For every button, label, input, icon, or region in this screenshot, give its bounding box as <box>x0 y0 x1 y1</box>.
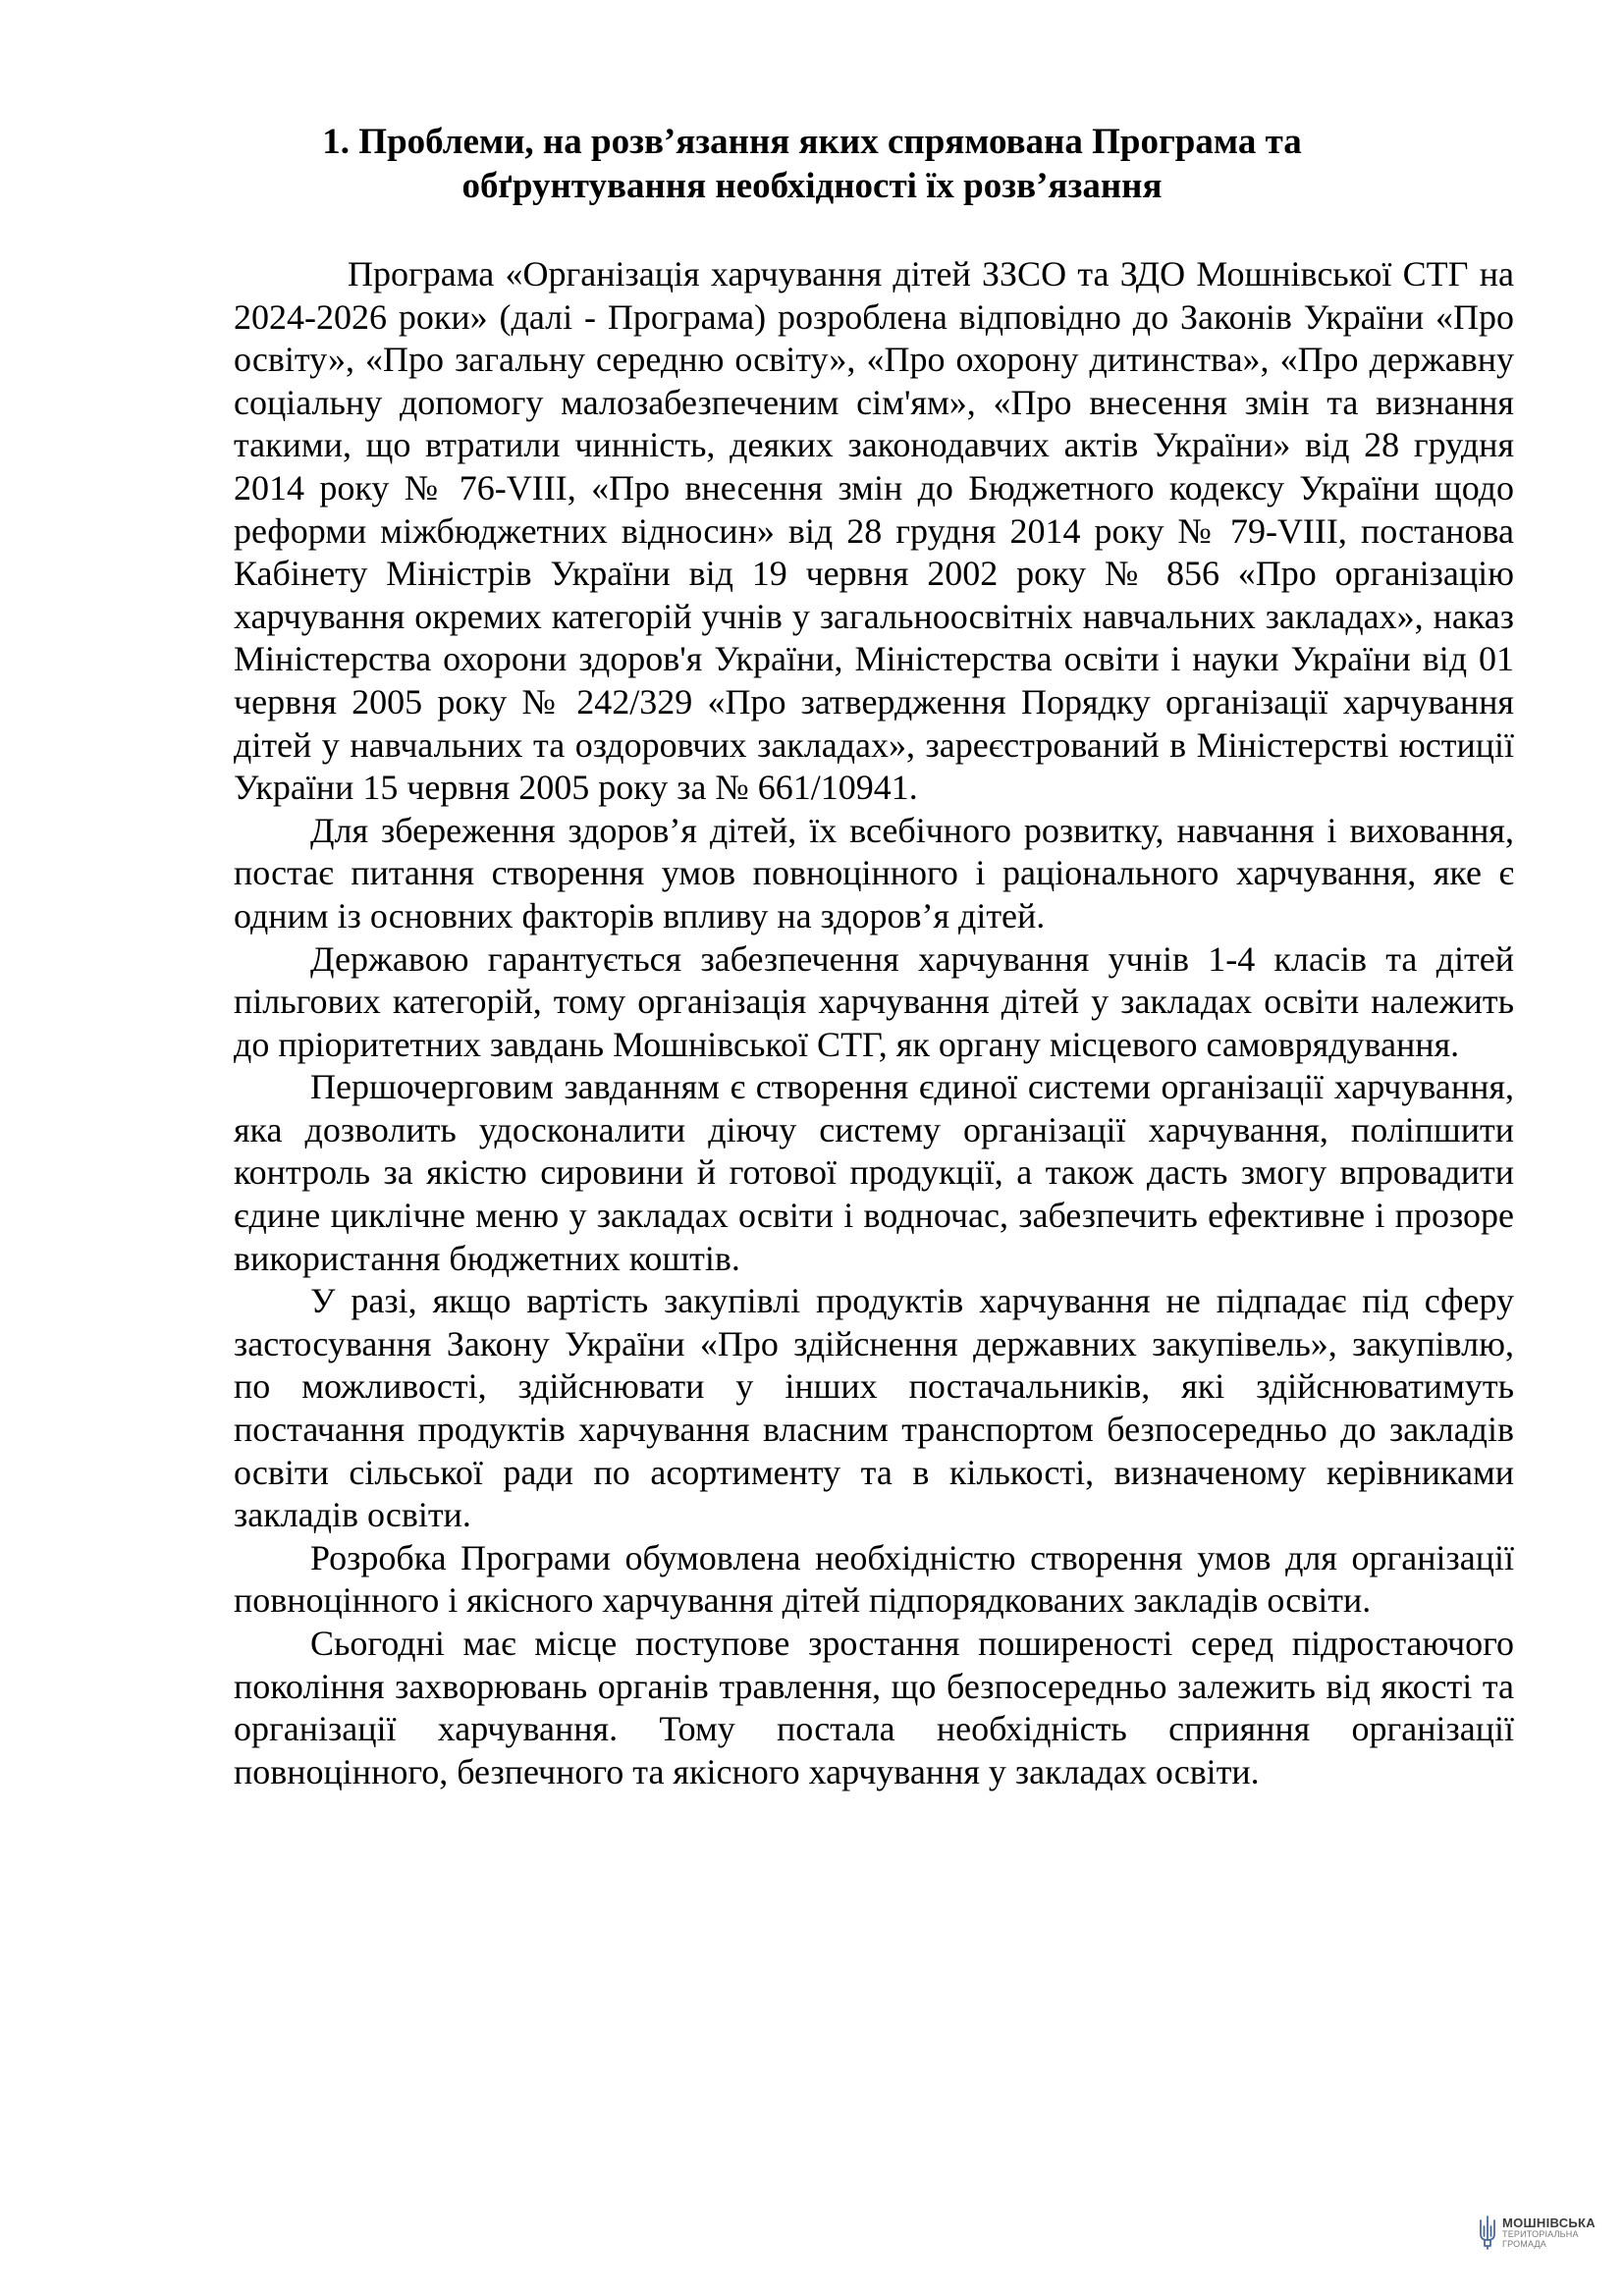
paragraph: Розробка Програми обумовлена необхідністю створення умов для організації повноцінного і якісного харчування дітей підпорядкованих закладів освіти. <box>234 1537 1514 1621</box>
logo-subtitle-2: ГРОМАДА <box>1502 2238 1546 2249</box>
heading-line-2: обґрунтування необхідності їх розв’язання <box>461 166 1163 206</box>
community-logo <box>1477 2215 1596 2250</box>
paragraph: Для збереження здоров’я дітей, їх всебічного розвитку, навчання і виховання, постає питання створення умов повноцінного і раціонального харчування, яке є одним із основних факторів впливу на здоров’я дітей. <box>234 810 1514 935</box>
document-body <box>234 253 1514 1793</box>
paragraph: Першочерговим завданням є створення єдиної системи організації харчування, яка дозволить удосконалити діючу систему організації харчування, поліпшити контроль за якістю сировини й готової продукції, а також дасть змогу впровадити єдине циклічне меню у закладах освіти і водночас, забезпечить ефективне і прозоре використання бюджетних коштів. <box>234 1067 1514 1278</box>
paragraph: Державою гарантується забезпечення харчування учнів 1-4 класів та дітей пільгових категорій, тому організація харчування дітей у закладах освіти належить до пріоритетних завдань Мошнівської СТГ, як органу місцевого самоврядування. <box>234 938 1514 1064</box>
logo-title: МОШНІВСЬКА <box>1502 2215 1596 2230</box>
logo-subtitle-1: ТЕРИТОРІАЛЬНА <box>1502 2228 1579 2239</box>
paragraph: Сьогодні має місце поступове зростання поширеності серед підростаючого покоління захворювань органів травлення, що безпосередньо залежить від якості та організації харчування. Тому постала необхідність сприяння організації повноцінного, безпечного та якісного харчування у закладах освіти. <box>234 1624 1514 1791</box>
trident-icon <box>1477 2215 1498 2250</box>
heading-line-1: 1. Проблеми, на розв’язання яких спрямована Програма та <box>322 122 1302 162</box>
paragraph-legal-basis: Програма «Організація харчування дітей ЗЗСО та ЗДО Мошнівської СТГ на 2024-2026 роки» (далі - Програма) розроблена відповідно до Законів України «Про освіту», «Про загальну середню освіту», «Про охорону дитинства», «Про державну соціальну допомогу малозабезпеченим сім'ям», «Про внесення змін та визнання такими, що втратили чинність, деяких законодавчих актів України» від 28 грудня 2014 року № 76-VIII, «Про внесення змін до Бюджетного кодексу України щодо реформи міжбюджетних відносин» від 28 грудня 2014 року № 79-VIII, постанова Кабінету Міністрів України від 19 червня 2002 року № 856 «Про організацію харчування окремих категорій учнів у загальноосвітніх навчальних закладах», наказ Міністерства охорони здоров'я України, Міністерства освіти і науки України від 01 червня 2005 року № 242/329 «Про затвердження Порядку організації харчування дітей у навчальних та оздоровчих закладах», зареєстрований в Міністерстві юстиції України 15 червня 2005 року за № 661/10941. <box>234 254 1514 808</box>
section-heading <box>234 120 1390 208</box>
paragraph: У разі, якщо вартість закупівлі продуктів харчування не підпадає під сферу застосування Закону України «Про здійснення державних закупівель», закупівлю, по можливості, здійснювати у інших постачальників, які здійснюватимуть постачання продуктів харчування власним транспортом безпосередньо до закладів освіти сільської ради по асортименту та в кількості, визначеному керівниками закладів освіти. <box>234 1281 1514 1535</box>
